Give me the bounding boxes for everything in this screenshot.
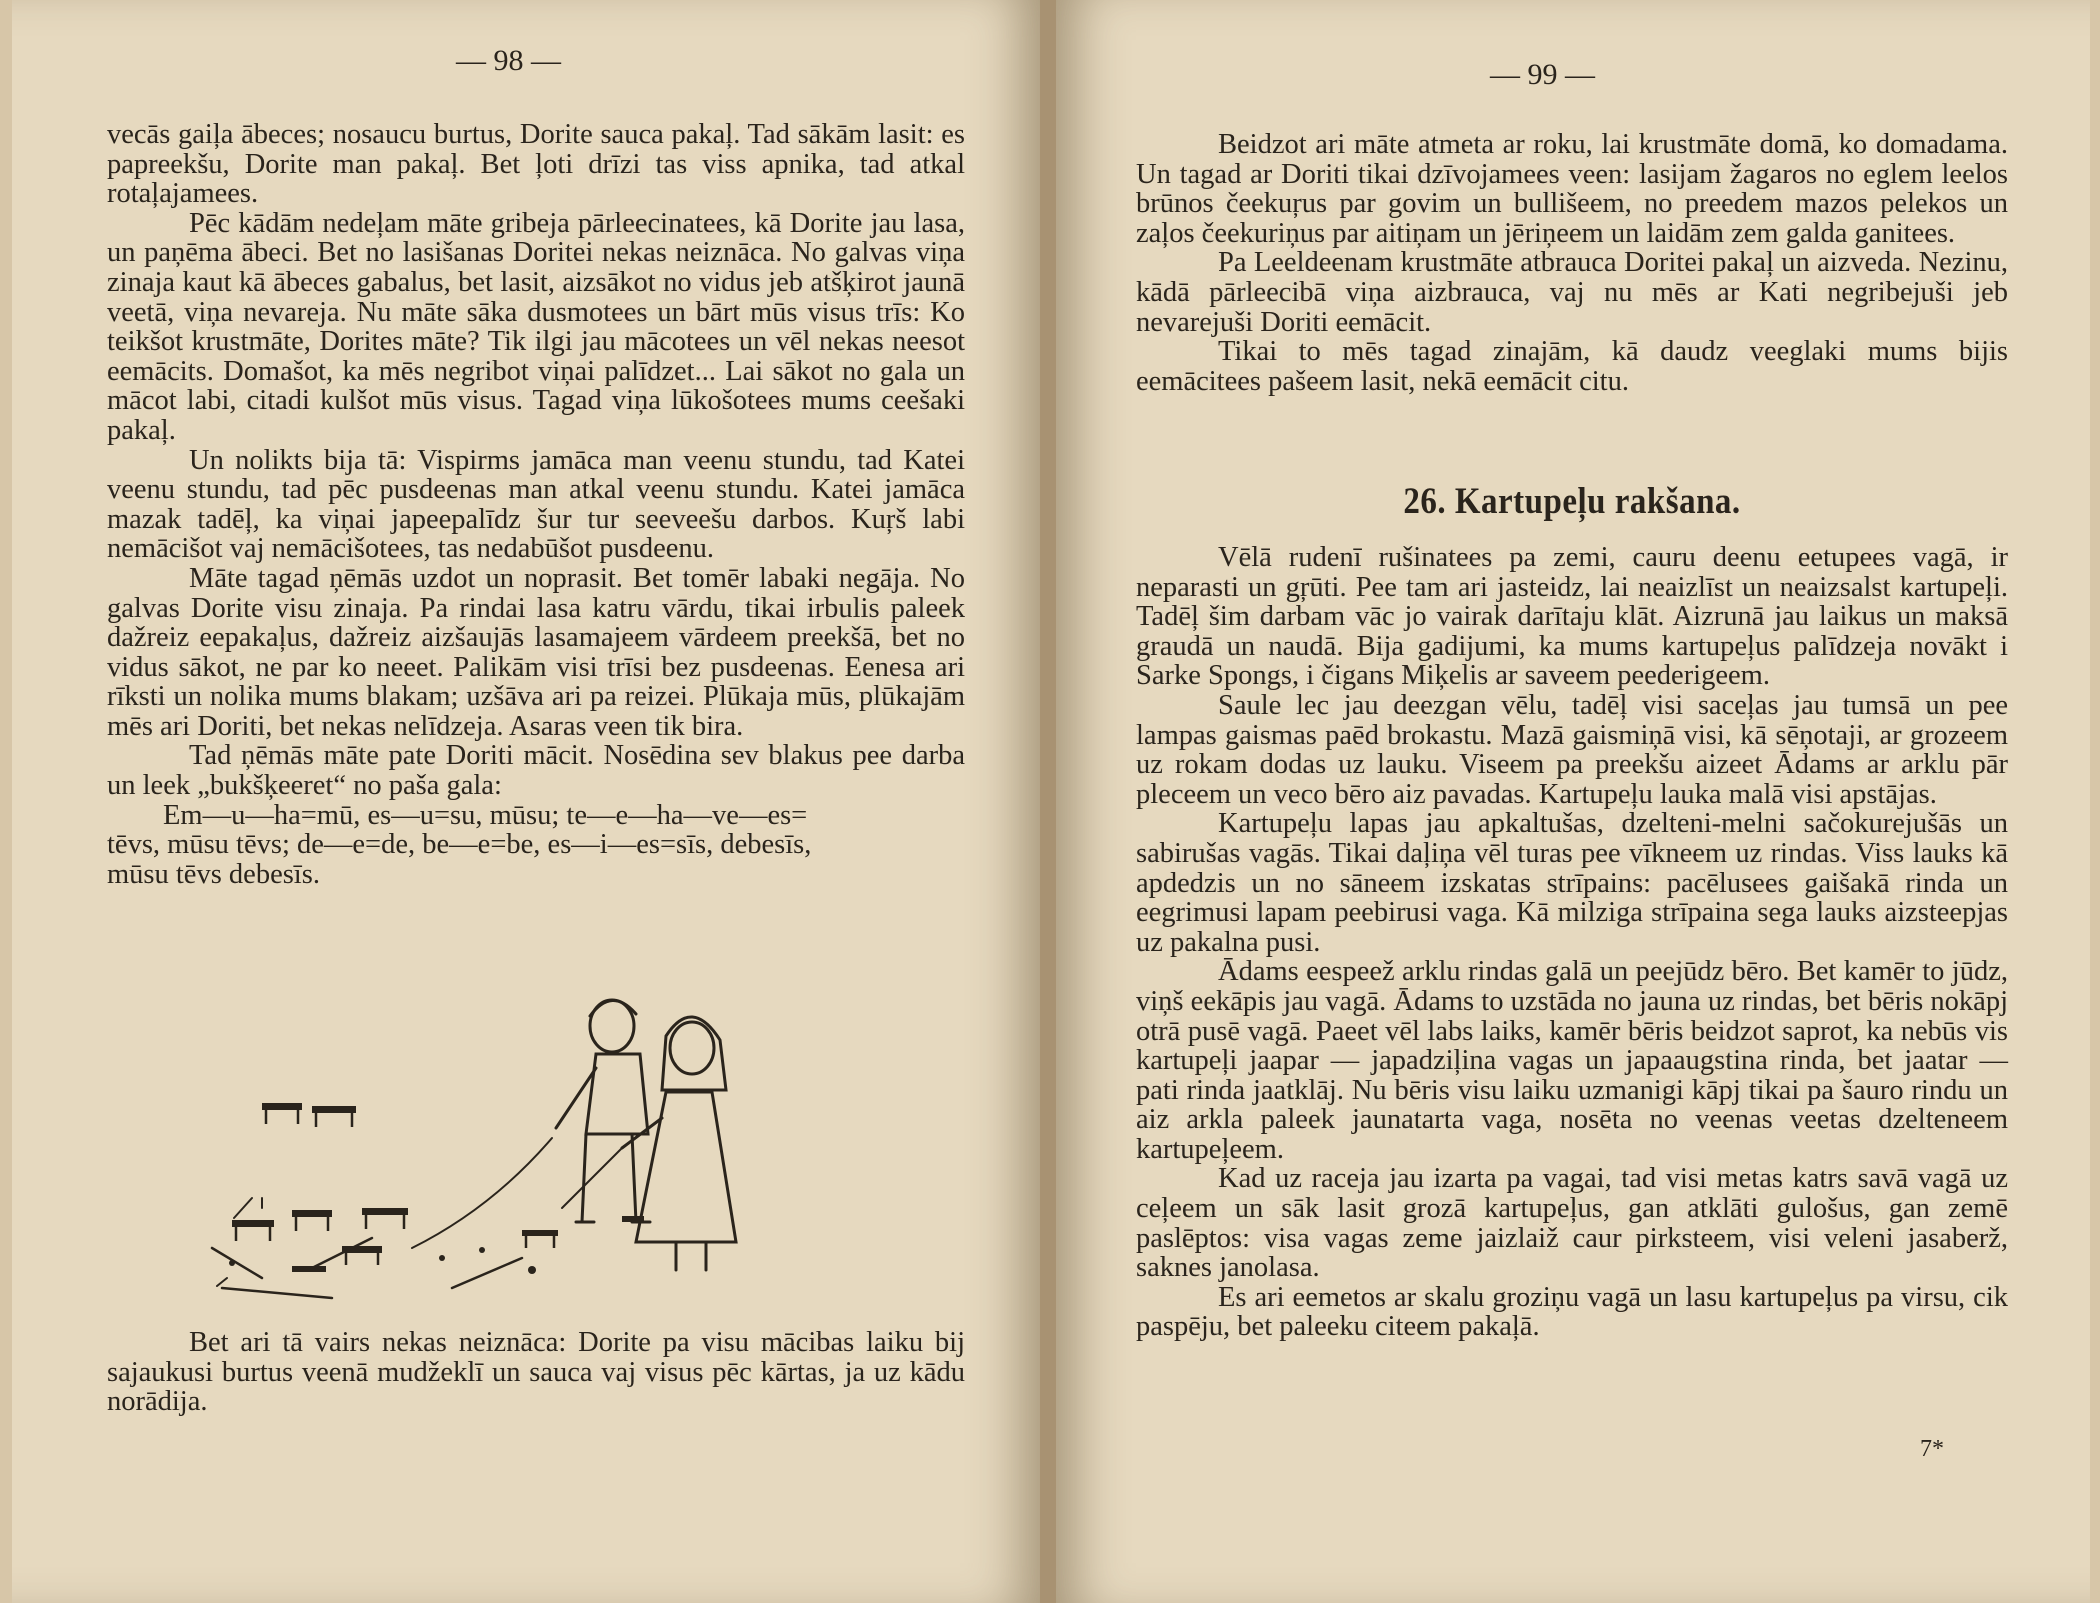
paragraph: Un nolikts bija tā: Vispirms jamāca man veenu stundu, tad Katei veenu stundu, tad pēc pusdeenas man atkal veenu stundu. Katei jamāca mazak tadēļ, ka viņai japeepalīdz šur tur seeveešu darbos. Kuŗš labi nemācišot vaj nemācišotees, tas nedabūšot pusdeenu. <box>107 444 965 565</box>
paragraph: vecās gaiļa ābeces; nosaucu burtus, Dorite sauca pakaļ. Tad sākām lasit: es papreekšu, Dorite man pakaļ. Bet ļoti drīzi tas viss apnika, tad atkal rotaļajamees. <box>107 119 965 210</box>
paragraph: Beidzot ari māte atmeta ar roku, lai krustmāte domā, ko domadama. Un tagad ar Doriti tikai dzīvojamees veen: lasijam žagaros no eglem leelos brūnos čeekuŗus par govim un bullišeem, no preedem mazos pelekos un zaļos čeekuriņus par aitiņam un jēriņeem un laidām zem galda ganitees. <box>1136 129 2008 249</box>
chapter-title: 26. Kartupeļu rakšana. <box>1403 481 1741 523</box>
left-text-bottom <box>107 1328 965 1417</box>
paragraph: Kartupeļu lapas jau apkaltušas, dzelteni-melni sačokurejušās un sabirušas vagās. Tikai daļiņa vēl turas pee vīkneem uz rindas. Viss lauks kā apdedzis un no sāneem izskatas strīpains: pacēlusees gaišakā rinda un eegrimusi lapam peebirusi vaga. Kā milziga strīpaina sega lauks aizsteepjas uz pakalna pusi. <box>1136 808 2008 958</box>
left-text-top <box>107 120 965 889</box>
page-number-left: — 98 — <box>456 44 561 77</box>
paragraph: Tikai to mēs tagad zinajām, kā daudz veeglaki mums bijis eemācitees pašeem lasit, nekā eemācit citu. <box>1136 336 2008 397</box>
paragraph: Kad uz raceja jau izarta pa vagai, tad visi metas katrs savā vagā uz ceļeem un sāk lasit grozā kartupeļus, gan atklāti gulošus, gan zemē paslēptos: visa vagas zeme jaizlaiž caur pirksteem, visi veleni jasaberž, saknes janolasa. <box>1136 1163 2008 1284</box>
paragraph: Saule lec jau deezgan vēlu, tadēļ visi saceļas jau tumsā un pee lampas gaismas paēd brokastu. Mazā gaismiņā visi, kā sēņotaji, ar grozeem uz rokam dodas uz lauku. Viseem pa preekšu aizeet Ādams ar arklu pār pleceem un veco bēro aiz pavadas. Kartupeļu lauka malā visi apstājas. <box>1136 689 2008 810</box>
right-text-top <box>1136 130 2008 396</box>
paragraph: Pēc kādām nedeļam māte gribeja pārleecinatees, kā Dorite jau lasa, un paņēma ābeci. Bet no lasišanas Doritei nekas neiznāca. No galvas viņa zinaja kaut kā ābeces gabalus, bet lasit, aizsākot no vidus jeb atšķirot jaunā veetā, viņa nevareja. Nu māte sāka dusmotees un bārt mūs visus trīs: Ko teikšot krustmāte, Dorites māte? Tik ilgi jau mācotees un vēl nekas neesot eemācits. Domašot, ka mēs negribot viņai palīdzet... Lai sākot no gala un mācot labi, citadi kulšot mūs visus. Tagad viņa lūkošotees mums ceešaki pakaļ. <box>107 207 965 446</box>
children-illustration <box>192 988 832 1318</box>
animal-legs <box>236 1110 554 1265</box>
right-text-bottom <box>1136 543 2008 1342</box>
animal-figures <box>229 1098 644 1274</box>
right-page <box>1056 0 2090 1603</box>
spelling-line: Em—u—ha=mū, es—u=su, mūsu; te—e—ha—ve—es= <box>163 799 808 831</box>
spelling-line: tēvs, mūsu tēvs; de—e=de, be—e=be, es—i—es=sīs, debesīs, <box>107 829 812 861</box>
paragraph: Bet ari tā vairs nekas neiznāca: Dorite pa visu mācibas laiku bij sajaukusi burtus veenā mudžeklī un sauca vaj visus pēc kārtas, ja uz kādu norādija. <box>107 1327 965 1418</box>
left-page <box>12 0 1040 1603</box>
signature-mark: 7* <box>1920 1436 1944 1462</box>
paragraph: Pa Leeldeenam krustmāte atbrauca Doritei pakaļ un aizveda. Nezinu, kādā pārleecibā viņa aizbrauca, vaj nu mēs ar Kati negribejuši jeb nevarejuši Doriti eemācit. <box>1136 247 2008 338</box>
paragraph: Ādams eespeež arklu rindas galā un peejūdz bēro. Bet kamēr to jūdz, viņš eekāpis jau vagā. Ādams to uzstāda no jauna uz rindas, bet bēris nokāpj otrā pusē vagā. Paeet vēl labs laiks, kamēr bēris beidzot saprot, ka nebūs vis kartupeļi jaapar — japadziļina vagas un japaaugstina rinda, bet jaatar — pati rinda jaatklāj. Nu bēris visu laiku uzmanigi kāpj tikai pa šauro rindu un aiz arkla paleek jaunatarta vaga, nosēta no veenas veetas dzelteneem kartupeļeem. <box>1136 956 2008 1165</box>
book-gutter <box>1040 0 1056 1603</box>
paragraph: Es ari eemetos ar skalu groziņu vagā un lasu kartupeļus pa virsu, cik paspēju, bet paleeku citeem pakaļā. <box>1136 1281 2008 1343</box>
paragraph: Vēlā rudenī rušinatees pa zemi, cauru deenu eetupees vagā, ir neparasti un gŗūti. Pee tam ari jasteidz, lai neaizlīst un neaizsalst kartupeļi. Tadēļ šim darbam vāc jo vairak darītaju klāt. Aizrunā jau laikus un maksā graudā un naudā. Bija gadijumi, ka mums kartupeļus palīdzeja novākt i Sarke Spongs, i čigans Miķelis ar saveem peederigeem. <box>1136 542 2008 692</box>
page-number-right: — 99 — <box>1490 58 1595 91</box>
paragraph: Tad ņēmās māte pate Doriti mācit. Nosēdina sev blakus pee darba un leek „bukšķeeret“ no paša gala: <box>107 740 965 802</box>
spelling-line: mūsu tēvs debesīs. <box>107 858 320 890</box>
paragraph: Māte tagad ņēmās uzdot un noprasit. Bet tomēr labaki negāja. No galvas Dorite visu zinaja. Pa rindai lasa katru vārdu, tikai irbulis paleek dažreiz eepakaļus, dažreiz aizšaujās lasamajeem vārdeem preekšā, bet no vidus sākot, ne par ko neeet. Palikām visi trīsi bez pusdeenas. Eenesa ari rīksti un nolika mums blakam; uzšāva ari pa reizei. Plūkaja mūs, plūkajām mēs ari Doriti, bet nekas nelīdzeja. Asaras veen tik bira. <box>107 562 965 742</box>
